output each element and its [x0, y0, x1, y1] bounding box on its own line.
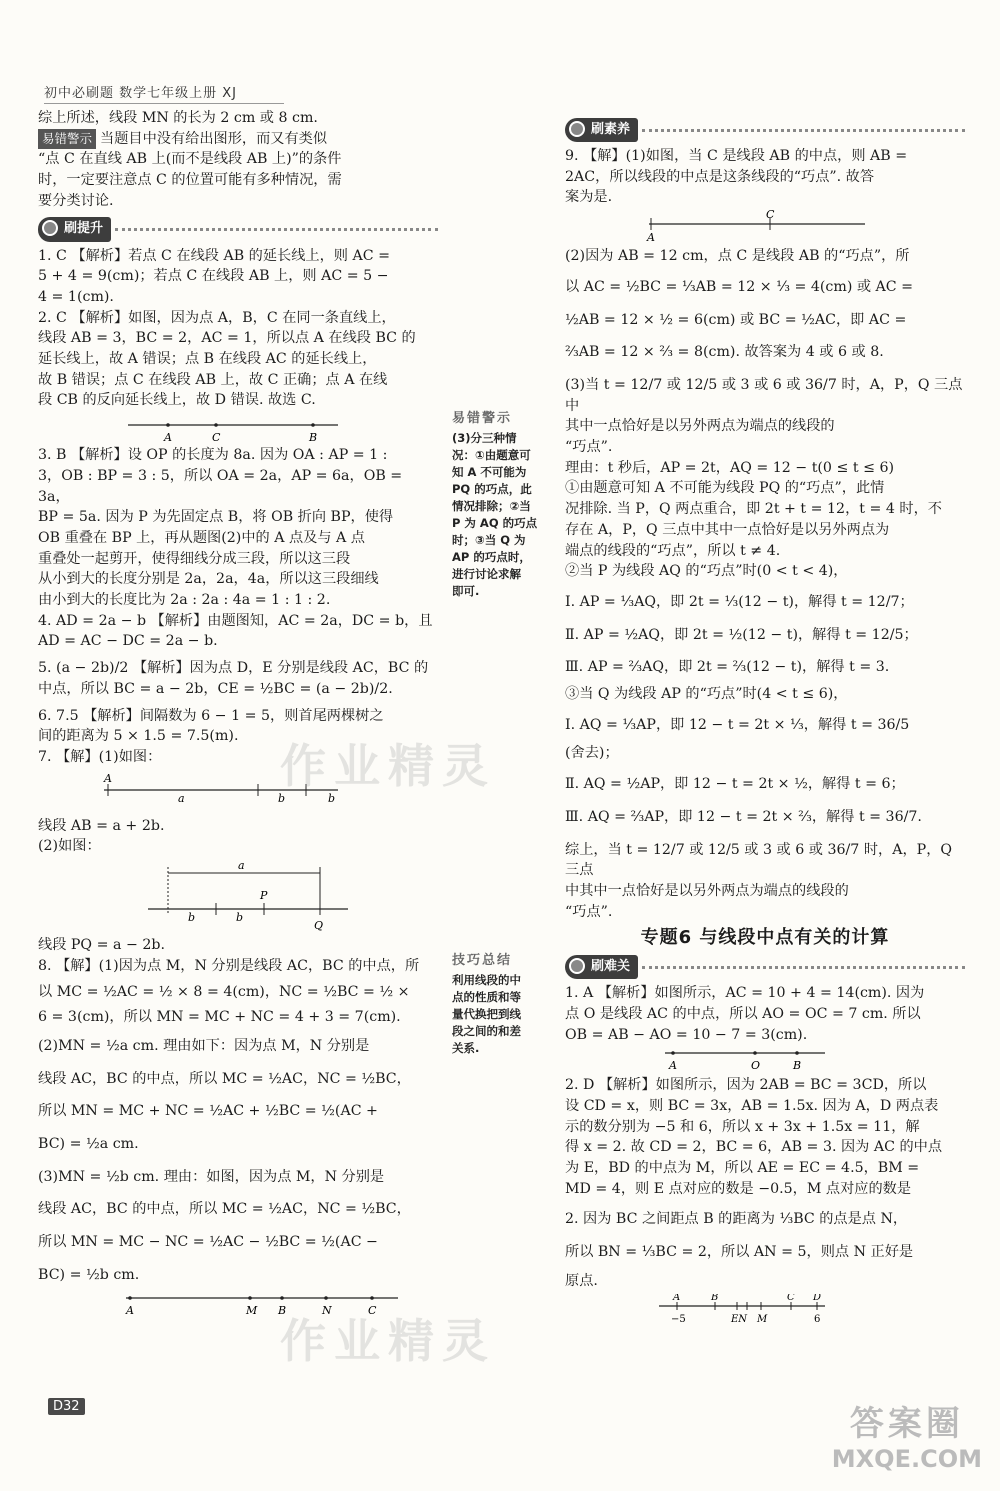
label-M: M	[757, 1313, 768, 1324]
q8-line: (2)MN = ½a cm. 理由如下：因为点 M，N 分别是	[38, 1037, 370, 1054]
q3-line: 从小到大的长度分别是 2a，2a，4a，所以这三段细线	[38, 571, 379, 588]
warn-text: 要分类讨论.	[38, 192, 114, 209]
q9-line: “巧点”.	[565, 903, 613, 920]
q7-line: 线段 PQ = a − 2b.	[38, 937, 165, 954]
label-B: B	[309, 431, 318, 444]
label-Q: Q	[314, 919, 324, 933]
section-banner-tisheng	[38, 218, 438, 242]
q7-diagram-2	[38, 859, 378, 933]
q9-line: Ⅰ. AQ = ⅓AP，即 12 − t = 2t × ⅓，解得 t = 36/5	[565, 716, 910, 733]
banner-label: 刷难关	[565, 955, 638, 980]
side-note-line: 关系.	[452, 1041, 480, 1055]
watermark: 作业精灵	[280, 1314, 496, 1368]
q9-line: 中其中一点恰好是以另外两点为端点的线段的	[565, 882, 849, 899]
q3-line: 3. B 【解析】设 OP 的长度为 8a. 因为 OA : AP = 1 :	[38, 447, 388, 464]
q9-line: ½AB = 12 × ½ = 6(cm) 或 BC = ½AC，即 AC =	[565, 311, 907, 328]
q9-line: Ⅲ. AQ = ⅔AP，即 12 − t = 2t × ⅔，解得 t = 36/7.	[565, 808, 922, 825]
q8-line: 线段 AC，BC 的中点，所以 MC = ½AC，NC = ½BC，	[38, 1201, 411, 1218]
q5-line: 中点，所以 BC = a − 2b，CE = ½BC = (a − 2b)/2.	[38, 680, 393, 697]
r-q2-line: 得 x = 2. 故 CD = 2，BC = 6，AB = 3. 因为 AC 的中点	[565, 1139, 943, 1156]
r-q1-line: OB = AB − AO = 10 − 7 = 3(cm).	[565, 1026, 808, 1043]
right-column	[565, 112, 965, 1326]
side-note-heading: 易错警示	[452, 411, 513, 426]
r-q2-line: 示的数分别为 −5 和 6，所以 x + 3x + 1.5x = 11，解	[565, 1118, 920, 1135]
q8-line: BC) = ½a cm.	[38, 1136, 139, 1153]
side-note-line: P 为 AQ 的巧点	[452, 516, 538, 530]
q9-diagram	[565, 210, 865, 244]
q8-line: (3)MN = ½b cm. 理由：如图，因为点 M，N 分别是	[38, 1168, 385, 1185]
q9-line: 9. 【解】(1)如图，当 C 是线段 AB 的中点，则 AB =	[565, 148, 908, 164]
warn-text: 当题目中没有给出图形，而又有类似	[100, 130, 328, 147]
q9-line: “巧点”.	[565, 439, 613, 456]
side-note-line: 情况排除；②当	[452, 499, 531, 513]
q3-line: BP = 5a. 因为 P 为先固定点 B，将 OB 折向 BP，使得	[38, 509, 394, 526]
r-q1-line: 1. A 【解析】如图所示，AC = 10 + 4 = 14(cm). 因为	[565, 985, 925, 1002]
section-banner-suyang	[565, 118, 965, 142]
tick-minus5: −5	[671, 1313, 686, 1324]
q9-line: 以 AC = ½BC = ⅓AB = 12 × ⅓ = 4(cm) 或 AC =	[565, 278, 914, 295]
q9-line: (舍去)；	[565, 745, 619, 762]
side-note-line: 利用线段的中	[452, 973, 521, 987]
q8-line: 所以 MN = MC + NC = ½AC + ½BC = ½(AC +	[38, 1103, 378, 1120]
label-C: C	[787, 1293, 795, 1303]
q3-line: 重叠处一起剪开，使得细线分成三段，所以这三段	[38, 550, 351, 567]
label-A: A	[647, 231, 655, 245]
q8-line: 6 = 3(cm)，所以 MN = MC + NC = 4 + 3 = 7(cm).	[38, 1009, 401, 1026]
side-note-heading: 技巧总结	[452, 953, 513, 968]
q9-line: 况排除. 当 P，Q 两点重合，即 2t + t = 12，t = 4 时，不	[565, 501, 942, 518]
q9-line: 2AC，所以线段的中点是这条线段的“巧点”. 故答	[565, 168, 875, 185]
q8-line: 线段 AC，BC 的中点，所以 MC = ½AC，NC = ½BC，	[38, 1070, 411, 1087]
label-b: b	[188, 911, 196, 925]
r-q1-line: 点 O 是线段 AC 的中点，所以 AO = OC = 7 cm. 所以	[565, 1005, 921, 1022]
q6-line: 6. 7.5 【解析】间隔数为 6 − 1 = 5，则首尾两棵树之	[38, 707, 384, 724]
side-note-line: 即可.	[452, 584, 480, 598]
label-P: P	[260, 889, 268, 903]
side-note-line: 况：①由题意可	[452, 448, 531, 462]
r-q1-diagram	[565, 1047, 825, 1073]
q9-line: ③当 Q 为线段 AP 的“巧点”时(4 < t ≤ 6)，	[565, 686, 848, 703]
q8-line: 8. 【解】(1)因为点 M，N 分别是线段 AC，BC 的中点，所	[38, 957, 420, 974]
q2-line: 故 B 错误；点 C 在线段 AB 上，故 C 正确；点 A 在线	[38, 371, 388, 388]
side-note-warn	[452, 410, 562, 600]
corner-logo	[832, 1396, 982, 1473]
label-N: N	[322, 1303, 332, 1317]
corner-logo-text: 答案圈	[849, 1404, 964, 1444]
r-q2-line: 2. 因为 BC 之间距点 B 的距离为 ⅓BC 的点是点 N，	[565, 1211, 908, 1228]
label-D: D	[813, 1293, 822, 1303]
page-number: D32	[48, 1398, 85, 1415]
label-M: M	[246, 1303, 258, 1317]
side-note-line: AP 的巧点时，	[452, 550, 531, 564]
q5-line: 5. (a − 2b)/2 【解析】因为点 D，E 分别是线段 AC，BC 的	[38, 660, 429, 677]
q1-line: 4 = 1(cm).	[38, 288, 114, 305]
warn-text: 时，一定要注意点 C 的位置可能有多种情况，需	[38, 172, 342, 189]
label-A: A	[126, 1303, 134, 1317]
r-q2-line: 设 CD = x，则 BC = 3x，AB = 1.5x. 因为 A，D 两点表	[565, 1097, 939, 1114]
label-C: C	[766, 210, 775, 222]
q9-line: 存在 A，P，Q 三点中其中一点恰好是以另外两点为	[565, 521, 890, 538]
q7-line: (2)如图：	[38, 838, 101, 855]
r-q2-line: 所以 BN = ⅓BC = 2，所以 AN = 5，则点 N 正好是	[565, 1244, 914, 1261]
q9-line: ②当 P 为线段 AQ 的“巧点”时(0 < t < 4)，	[565, 563, 848, 580]
label-C: C	[212, 431, 221, 444]
label-C: C	[368, 1303, 377, 1317]
q1-line: 1. C 【解析】若点 C 在线段 AB 的延长线上，则 AC =	[38, 247, 390, 264]
r-q2-line: 为 E，BD 的中点为 M，所以 AE = EC = 4.5，BM =	[565, 1160, 920, 1177]
label-a: a	[178, 791, 185, 805]
q4-line: AD = AC − DC = 2a − b.	[38, 633, 218, 650]
label-A: A	[164, 431, 172, 444]
q9-line: 理由：t 秒后，AP = 2t，AQ = 12 − t(0 ≤ t ≤ 6)	[565, 459, 895, 476]
q9-line: ①由题意可知 A 不可能为线段 PQ 的“巧点”，此情	[565, 480, 885, 497]
label-b: b	[236, 911, 244, 925]
warn-label: 易错警示	[38, 129, 96, 150]
banner-label: 刷提升	[38, 217, 111, 242]
q4-line: 4. AD = 2a − b 【解析】由题图知，AC = 2a，DC = b，且	[38, 612, 433, 629]
side-note-line: 点的性质和等	[452, 990, 521, 1004]
tick-6: 6	[814, 1313, 821, 1324]
q3-line: 由小到大的长度比为 2a : 2a : 4a = 1 : 1 : 2.	[38, 592, 331, 609]
q1-line: 5 + 4 = 9(cm)；若点 C 在线段 AB 上，则 AC = 5 −	[38, 268, 389, 285]
q3-line: 3，OB : BP = 3 : 5，所以 OA = 2a，AP = 6a，OB = 3a，	[38, 467, 403, 505]
warn-block	[38, 129, 438, 150]
side-note-tip	[452, 952, 562, 1057]
q9-line: Ⅱ. AQ = ½AP，即 12 − t = 2t × ½，解得 t = 6；	[565, 776, 905, 793]
banner-label: 刷素养	[565, 118, 638, 143]
q2-line: 线段 AB = 3，BC = 2，AC = 1，所以点 A 在线段 BC 的	[38, 330, 416, 347]
q6-line: 间的距离为 5 × 1.5 = 7.5(m).	[38, 728, 239, 745]
q8-line: 以 MC = ½AC = ½ × 8 = 4(cm)，NC = ½BC = ½ ×	[38, 983, 410, 1000]
side-note-line: (3)分三种情	[452, 431, 517, 445]
warn-text: “点 C 在直线 AB 上(而不是线段 AB 上)”的条件	[38, 151, 342, 168]
section-banner-nanguan	[565, 955, 965, 979]
q9-line: Ⅱ. AP = ½AQ，即 2t = ½(12 − t)，解得 t = 12/5；	[565, 626, 918, 643]
left-column	[38, 108, 438, 1320]
label-EN: EN	[731, 1313, 748, 1324]
topic-heading: 专题6 与线段中点有关的计算	[640, 927, 890, 949]
label-B: B	[711, 1293, 719, 1303]
q9-line: ⅔AB = 12 × ⅔ = 8(cm). 故答案为 4 或 6 或 8.	[565, 344, 884, 361]
side-note-line: 量代换把到线	[452, 1007, 521, 1021]
q2-line-diagram	[38, 413, 338, 443]
r-q2-line: 原点.	[565, 1272, 598, 1289]
q2-line: 延长线上，故 A 错误；点 B 在线段 AC 的延长线上，	[38, 351, 377, 368]
q9-line: Ⅲ. AP = ⅔AQ，即 2t = ⅔(12 − t)，解得 t = 3.	[565, 659, 890, 676]
q3-line: OB 重叠在 BP 上，再从题图(2)中的 A 点及与 A 点	[38, 529, 365, 546]
side-note-line: 时；③当 Q 为	[452, 533, 526, 547]
r-q2-number-line	[565, 1294, 825, 1324]
q9-line: (2)因为 AB = 12 cm，点 C 是线段 AB 的“巧点”，所	[565, 248, 910, 265]
q9-line: 其中一点恰好是以另外两点为端点的线段的	[565, 418, 835, 435]
q2-line: 2. C 【解析】如图，因为点 A，B，C 在同一条直线上，	[38, 309, 396, 326]
q8-line: 所以 MN = MC − NC = ½AC − ½BC = ½(AC −	[38, 1234, 378, 1251]
label-b: b	[328, 791, 336, 805]
label-b: b	[278, 791, 286, 805]
label-a: a	[238, 859, 245, 873]
q9-line: 端点的线段的“巧点”，所以 t ≠ 4.	[565, 542, 781, 559]
q2-line: 段 CB 的反向延长线上，故 D 错误. 故选 C.	[38, 392, 316, 409]
label-O: O	[751, 1059, 761, 1073]
side-note-line: 知 A 不可能为	[452, 465, 527, 479]
label-A: A	[673, 1293, 681, 1303]
corner-site-text: MXQE.COM	[831, 1445, 982, 1473]
q7-line: 7. 【解】(1)如图：	[38, 748, 162, 765]
side-note-line: PQ 的巧点，此	[452, 482, 532, 496]
r-q2-line: 2. D 【解析】如图所示，因为 2AB = BC = 3CD，所以	[565, 1077, 927, 1094]
label-B: B	[278, 1303, 287, 1317]
label-B: B	[793, 1059, 802, 1073]
q9-line: 案为是.	[565, 189, 613, 206]
q9-line: (3)当 t = 12/7 或 12/5 或 3 或 6 或 36/7 时，A，P，Q 三点中	[565, 376, 963, 414]
q9-line: Ⅰ. AP = ⅓AQ，即 2t = ⅓(12 − t)，解得 t = 12/7；	[565, 593, 914, 610]
label-A: A	[669, 1059, 677, 1073]
watermark: 作业精灵	[280, 739, 496, 793]
q8-line: BC) = ½b cm.	[38, 1266, 140, 1283]
intro-line: 综上所述，线段 MN 的长为 2 cm 或 8 cm.	[38, 110, 318, 126]
q9-line: 综上，当 t = 12/7 或 12/5 或 3 或 6 或 36/7 时，A，P，Q 三点	[565, 841, 953, 879]
side-note-line: 进行讨论求解	[452, 567, 521, 581]
side-note-line: 段之间的和差	[452, 1024, 521, 1038]
label-A: A	[104, 771, 112, 785]
r-q2-line: MD = 4，则 E 点对应的数是 −0.5，M 点对应的数是	[565, 1180, 912, 1197]
running-header: 初中必刷题 数学七年级上册 XJ	[44, 82, 284, 104]
q7-line: 线段 AB = a + 2b.	[38, 817, 165, 834]
